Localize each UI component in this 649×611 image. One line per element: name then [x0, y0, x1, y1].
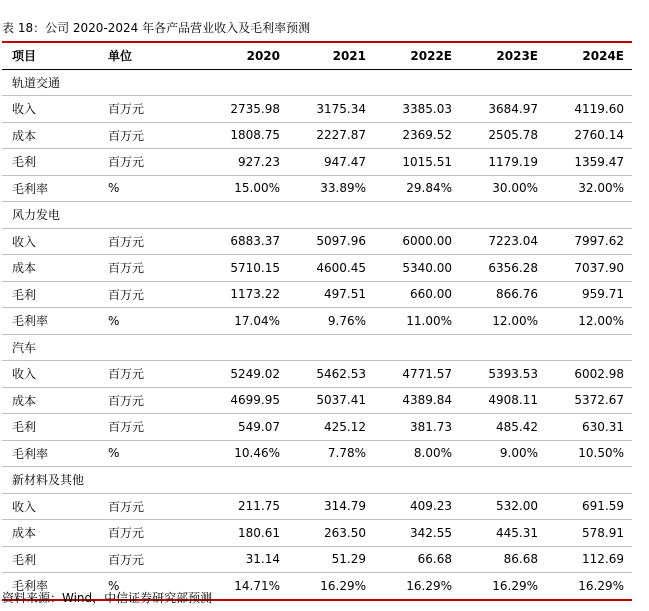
row-value: 9.00%	[499, 446, 538, 461]
row-value: 16.29%	[320, 578, 366, 593]
row-item: 收入	[12, 102, 37, 117]
row-unit: 百万元	[108, 155, 145, 170]
row-unit: %	[108, 446, 120, 461]
table-row	[2, 440, 632, 467]
row-unit: 百万元	[108, 128, 145, 143]
row-value: 3684.97	[488, 101, 538, 116]
row-value: 180.61	[238, 525, 280, 540]
row-value: 691.59	[582, 499, 624, 514]
row-value: 12.00%	[492, 313, 538, 328]
row-value: 947.47	[324, 154, 366, 169]
row-item: 毛利率	[12, 446, 49, 461]
row-item: 毛利率	[12, 314, 49, 329]
row-value: 409.23	[410, 499, 452, 514]
table-row	[2, 122, 632, 149]
row-value: 31.14	[245, 552, 280, 567]
row-item: 成本	[12, 128, 37, 143]
source-note: 资料来源：Wind，中信证券研究部预测	[2, 591, 213, 605]
row-value: 12.00%	[578, 313, 624, 328]
row-value: 32.00%	[578, 181, 624, 196]
row-item: 毛利	[12, 155, 37, 170]
row-value: 4600.45	[316, 260, 366, 275]
header-year: 2021	[332, 48, 366, 63]
row-value: 6000.00	[402, 234, 452, 249]
row-unit: %	[108, 313, 120, 328]
row-unit: 百万元	[108, 102, 145, 117]
table-row	[2, 387, 632, 414]
row-value: 211.75	[238, 499, 280, 514]
row-value: 5037.41	[316, 393, 366, 408]
row-value: 2735.98	[230, 101, 280, 116]
row-value: 5462.53	[316, 366, 366, 381]
section-title: 轨道交通	[12, 75, 61, 90]
row-value: 5340.00	[402, 260, 452, 275]
row-value: 7223.04	[488, 234, 538, 249]
row-value: 4908.11	[488, 393, 538, 408]
row-unit: %	[108, 578, 120, 593]
header-year: 2023E	[496, 48, 538, 63]
row-value: 630.31	[582, 419, 624, 434]
row-value: 9.76%	[327, 313, 366, 328]
row-value: 497.51	[324, 287, 366, 302]
table-row	[2, 228, 632, 255]
row-value: 1015.51	[402, 154, 452, 169]
row-value: 866.76	[496, 287, 538, 302]
row-value: 4771.57	[402, 366, 452, 381]
row-value: 6002.98	[574, 366, 624, 381]
table-row	[2, 96, 632, 123]
row-item: 收入	[12, 234, 37, 249]
row-value: 1179.19	[488, 154, 538, 169]
table-row	[2, 520, 632, 547]
row-item: 毛利	[12, 287, 37, 302]
row-value: 5710.15	[230, 260, 280, 275]
row-value: 66.68	[417, 552, 452, 567]
row-value: 10.46%	[234, 446, 280, 461]
row-value: 549.07	[238, 419, 280, 434]
row-value: 2505.78	[488, 128, 538, 143]
row-value: 1173.22	[230, 287, 280, 302]
row-unit: 百万元	[108, 261, 145, 276]
header-year: 2024E	[582, 48, 624, 63]
row-value: 381.73	[410, 419, 452, 434]
row-unit: 百万元	[108, 552, 145, 567]
section-row	[2, 69, 632, 96]
row-value: 33.89%	[320, 181, 366, 196]
row-value: 578.91	[582, 525, 624, 540]
row-value: 7037.90	[574, 260, 624, 275]
row-value: 3385.03	[402, 101, 452, 116]
row-value: 15.00%	[234, 181, 280, 196]
table-row	[2, 546, 632, 573]
row-value: 5249.02	[230, 366, 280, 381]
header-item: 项目	[12, 49, 37, 64]
section-row	[2, 467, 632, 494]
row-value: 342.55	[410, 525, 452, 540]
row-value: 959.71	[582, 287, 624, 302]
section-title: 风力发电	[12, 208, 61, 223]
section-title: 新材料及其他	[12, 473, 85, 488]
row-value: 263.50	[324, 525, 366, 540]
row-value: 30.00%	[492, 181, 538, 196]
table-caption: 表 18：公司 2020-2024 年各产品营业收入及毛利率预测	[2, 21, 311, 35]
row-value: 2369.52	[402, 128, 452, 143]
table-row	[2, 149, 632, 176]
row-value: 51.29	[331, 552, 366, 567]
row-unit: 百万元	[108, 420, 145, 435]
row-value: 8.00%	[413, 446, 452, 461]
header-unit: 单位	[108, 49, 133, 64]
row-unit: 百万元	[108, 367, 145, 382]
row-item: 毛利率	[12, 579, 49, 594]
row-value: 29.84%	[406, 181, 452, 196]
row-value: 7.78%	[327, 446, 366, 461]
row-unit: 百万元	[108, 526, 145, 541]
row-value: 2760.14	[574, 128, 624, 143]
header-year: 2022E	[410, 48, 452, 63]
row-item: 毛利率	[12, 181, 49, 196]
row-unit: %	[108, 181, 120, 196]
row-value: 1808.75	[230, 128, 280, 143]
row-item: 成本	[12, 393, 37, 408]
section-title: 汽车	[12, 340, 37, 355]
row-value: 4119.60	[574, 101, 624, 116]
row-value: 2227.87	[316, 128, 366, 143]
row-unit: 百万元	[108, 234, 145, 249]
table-row	[2, 361, 632, 388]
row-item: 收入	[12, 499, 37, 514]
row-value: 6883.37	[230, 234, 280, 249]
row-value: 10.50%	[578, 446, 624, 461]
row-unit: 百万元	[108, 393, 145, 408]
row-value: 3175.34	[316, 101, 366, 116]
table-row	[2, 175, 632, 202]
header-row	[2, 42, 632, 69]
row-value: 532.00	[496, 499, 538, 514]
row-value: 660.00	[410, 287, 452, 302]
row-value: 5372.67	[574, 393, 624, 408]
row-value: 14.71%	[234, 578, 280, 593]
row-value: 445.31	[496, 525, 538, 540]
row-value: 1359.47	[574, 154, 624, 169]
row-unit: 百万元	[108, 499, 145, 514]
section-row	[2, 334, 632, 361]
row-unit: 百万元	[108, 287, 145, 302]
row-value: 4699.95	[230, 393, 280, 408]
row-value: 16.29%	[492, 578, 538, 593]
row-value: 112.69	[582, 552, 624, 567]
row-item: 毛利	[12, 420, 37, 435]
header-year: 2020	[246, 48, 280, 63]
table-row	[2, 414, 632, 441]
row-value: 927.23	[238, 154, 280, 169]
row-value: 485.42	[496, 419, 538, 434]
row-value: 86.68	[503, 552, 538, 567]
row-value: 5393.53	[488, 366, 538, 381]
row-value: 16.29%	[406, 578, 452, 593]
row-value: 314.79	[324, 499, 366, 514]
section-row	[2, 202, 632, 229]
row-value: 6356.28	[488, 260, 538, 275]
table-row	[2, 493, 632, 520]
row-item: 成本	[12, 261, 37, 276]
row-item: 成本	[12, 526, 37, 541]
row-value: 16.29%	[578, 578, 624, 593]
table-row	[2, 281, 632, 308]
row-value: 17.04%	[234, 313, 280, 328]
row-value: 11.00%	[406, 313, 452, 328]
row-item: 毛利	[12, 552, 37, 567]
financial-forecast-table	[2, 41, 632, 601]
row-item: 收入	[12, 367, 37, 382]
row-value: 4389.84	[402, 393, 452, 408]
row-value: 425.12	[324, 419, 366, 434]
row-value: 7997.62	[574, 234, 624, 249]
table-row	[2, 308, 632, 335]
table-row	[2, 255, 632, 282]
row-value: 5097.96	[316, 234, 366, 249]
